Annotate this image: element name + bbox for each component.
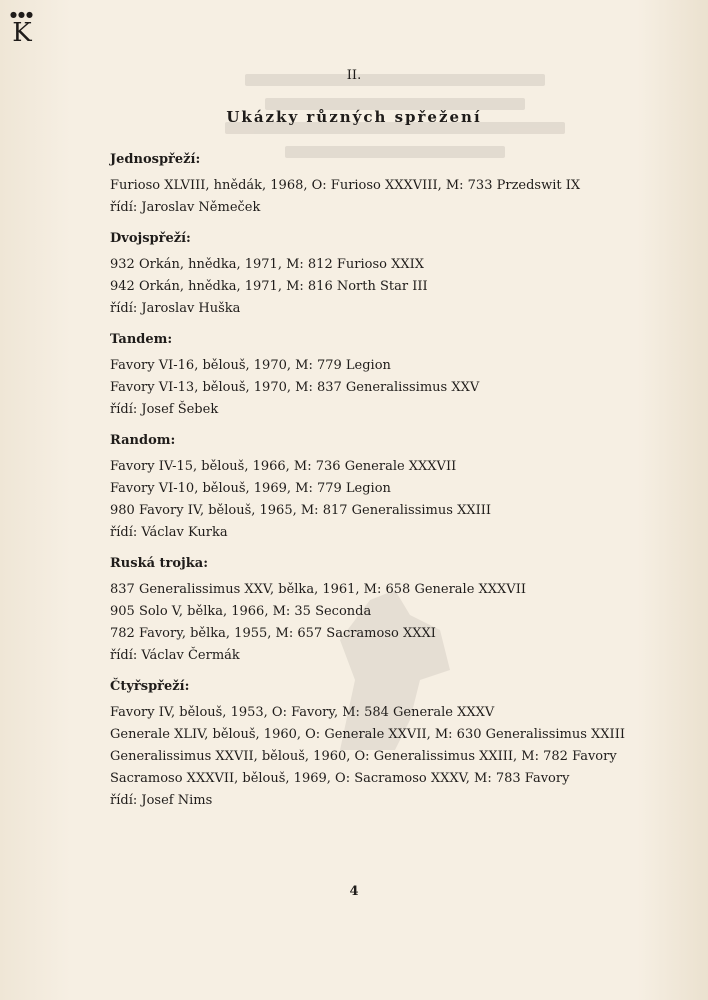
entry-line: 942 Orkán, hnědka, 1971, M: 816 North Star III (110, 279, 428, 294)
entry-line: 837 Generalissimus XXV, bělka, 1961, M: 658 Generale XXXVII (110, 582, 526, 597)
entry-line: Favory VI-13, bělouš, 1970, M: 837 Generalissimus XXV (110, 380, 480, 395)
section-dvojsprezi (110, 231, 690, 320)
entry-line: Generalissimus XXVII, bělouš, 1960, O: Generalissimus XXIII, M: 782 Favory (110, 749, 617, 764)
page-number: 4 (349, 884, 359, 899)
content-body (110, 152, 690, 824)
logo-dots-icon: ●●● (10, 10, 34, 19)
entry-line: 905 Solo V, bělka, 1966, M: 35 Seconda (110, 604, 372, 619)
driver-line: řídí: Josef Nims (110, 793, 213, 808)
section-tandem (110, 332, 690, 421)
entry-line: Sacramoso XXXVII, bělouš, 1969, O: Sacramoso XXXV, M: 783 Favory (110, 771, 570, 786)
entry-line: Favory IV, bělouš, 1953, O: Favory, M: 584 Generale XXXV (110, 705, 495, 720)
section-ruska-trojka (110, 556, 690, 667)
driver-line: řídí: Václav Čermák (110, 648, 240, 663)
driver-line: řídí: Josef Šebek (110, 402, 219, 417)
section-jednosprezi (110, 152, 690, 219)
section-heading: Dvojspřeží: (110, 231, 191, 246)
entry-line: Furioso XLVIII, hnědák, 1968, O: Furioso XXXVIII, M: 733 Przedswit IX (110, 178, 581, 193)
section-heading: Tandem: (110, 332, 173, 347)
chapter-number: II. (346, 68, 362, 83)
driver-line: řídí: Václav Kurka (110, 525, 228, 540)
entry-line: Favory IV-15, bělouš, 1966, M: 736 Generale XXXVII (110, 459, 457, 474)
entry-line: 932 Orkán, hnědka, 1971, M: 812 Furioso XXIX (110, 257, 424, 272)
logo-letter: K (12, 18, 32, 48)
entry-line: Favory VI-16, bělouš, 1970, M: 779 Legion (110, 358, 391, 373)
page-title: Ukázky různých spřežení (226, 108, 482, 126)
section-heading: Čtyřspřeží: (110, 679, 190, 694)
section-heading: Ruská trojka: (110, 556, 208, 571)
publisher-logo (10, 10, 34, 50)
section-random (110, 433, 690, 544)
entry-line: Generale XLIV, bělouš, 1960, O: Generale XXVII, M: 630 Generalissimus XXIII (110, 727, 625, 742)
driver-line: řídí: Jaroslav Němeček (110, 200, 261, 215)
entry-line: Favory VI-10, bělouš, 1969, M: 779 Legion (110, 481, 391, 496)
entry-line: 782 Favory, bělka, 1955, M: 657 Sacramoso XXXI (110, 626, 436, 641)
section-heading: Jednospřeží: (110, 152, 201, 167)
section-ctyrsprezi (110, 679, 690, 812)
section-heading: Random: (110, 433, 176, 448)
entry-line: 980 Favory IV, bělouš, 1965, M: 817 Generalissimus XXIII (110, 503, 491, 518)
driver-line: řídí: Jaroslav Huška (110, 301, 241, 316)
